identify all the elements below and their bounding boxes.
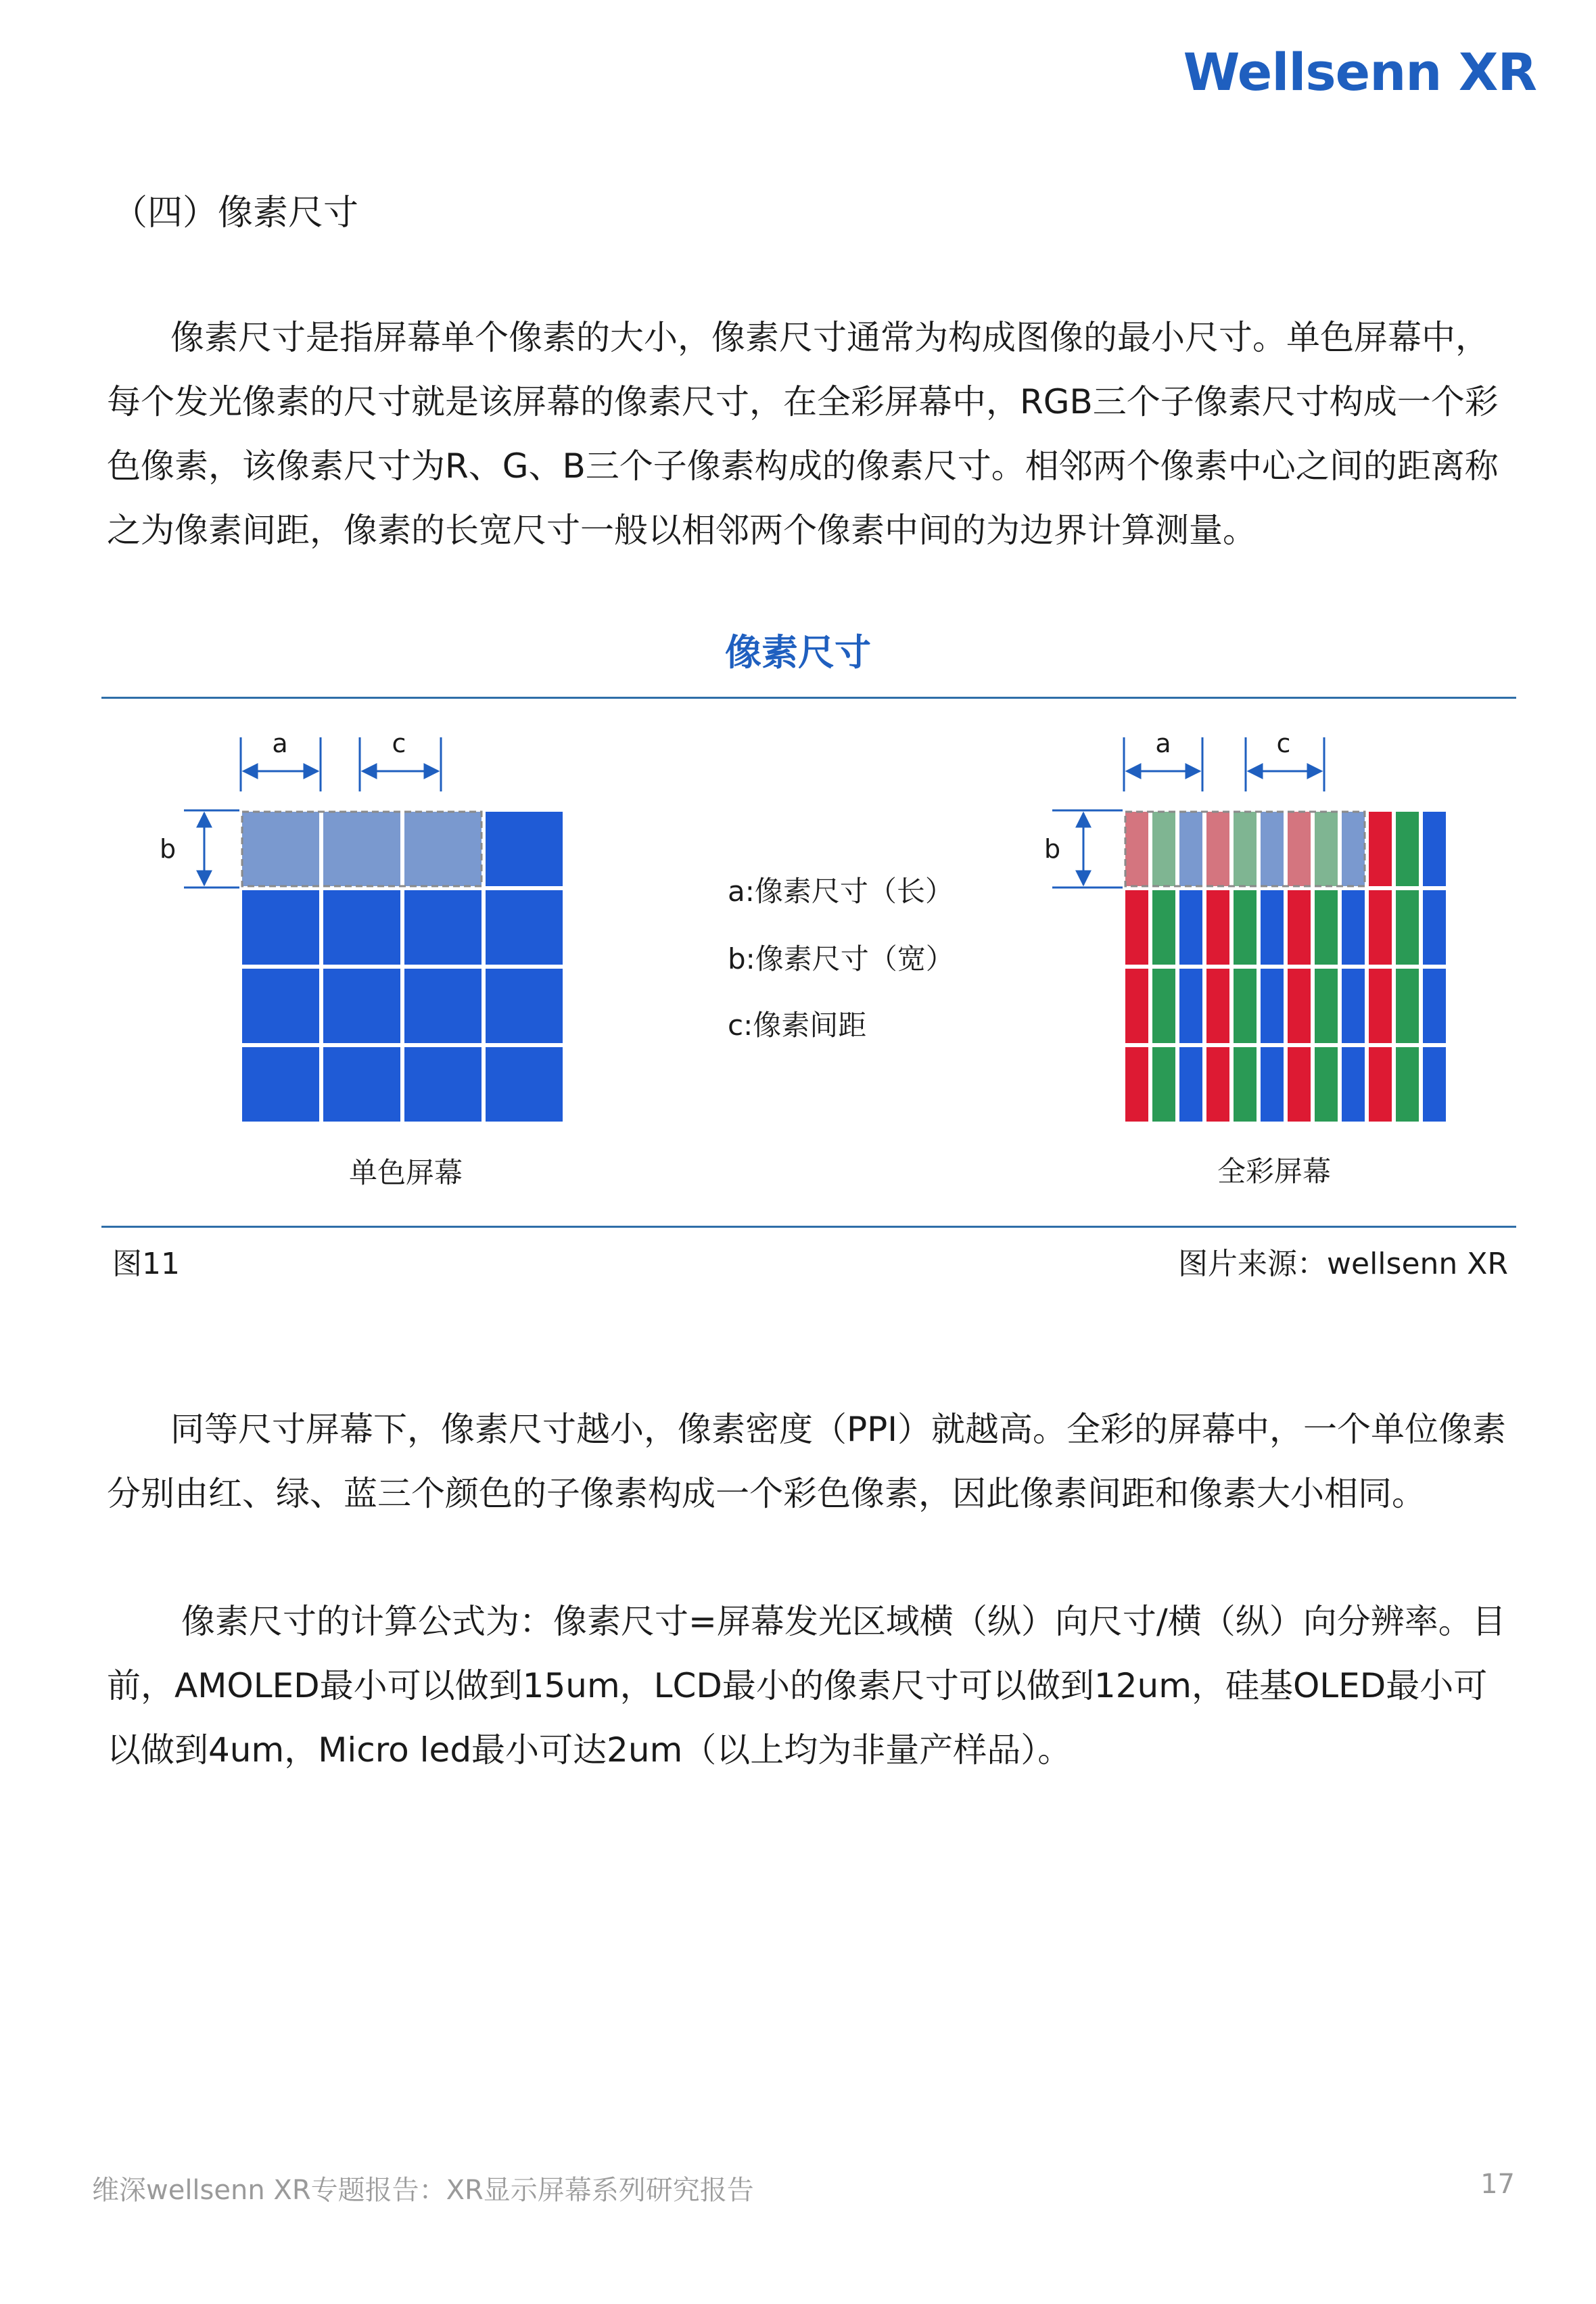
- subpixel: [1206, 969, 1229, 1043]
- subpixel: [1234, 1047, 1257, 1122]
- subpixel: [1315, 969, 1338, 1043]
- legend-item-b: b:像素尺寸（宽）: [728, 942, 954, 975]
- brand-logo: Wellsenn XR: [1183, 42, 1536, 102]
- subpixel: [1423, 1047, 1446, 1122]
- footer-report-title: 维深wellsenn XR专题报告：XR显示屏幕系列研究报告: [92, 2175, 754, 2206]
- mono-pixel: [404, 890, 482, 965]
- subpixel: [1315, 890, 1338, 965]
- subpixel: [1369, 969, 1392, 1043]
- mono-pixel: [486, 969, 563, 1043]
- subpixel: [1315, 812, 1338, 886]
- legend-item-c: c:像素间距: [728, 1009, 867, 1042]
- mono-grid: [242, 812, 563, 1122]
- subpixel: [1423, 812, 1446, 886]
- subpixel: [1152, 812, 1175, 886]
- color-label-c: c: [1276, 729, 1291, 758]
- subpixel: [1288, 812, 1311, 886]
- paragraph-1: [107, 306, 1513, 563]
- mono-pixel: [404, 969, 482, 1043]
- subpixel: [1206, 1047, 1229, 1122]
- subpixel: [1234, 812, 1257, 886]
- subpixel: [1261, 969, 1284, 1043]
- paragraph-2-text: 同等尺寸屏幕下，像素尺寸越小，像素密度（PPI）就越高。全彩的屏幕中，一个单位像素分别由红、绿、蓝三个颜色的子像素构成一个彩色像素，因此像素间距和像素大小相同。: [107, 1410, 1507, 1513]
- mono-label-a: a: [272, 729, 288, 758]
- page-number: 17: [1480, 2169, 1515, 2200]
- subpixel: [1261, 812, 1284, 886]
- subpixel: [1423, 890, 1446, 965]
- subpixel: [1288, 1047, 1311, 1122]
- mono-pixel: [323, 1047, 400, 1122]
- subpixel: [1396, 812, 1419, 886]
- paragraph-1-text: 像素尺寸是指屏幕单个像素的大小，像素尺寸通常为构成图像的最小尺寸。单色屏幕中，每个发光像素的尺寸就是该屏幕的像素尺寸，在全彩屏幕中，RGB三个子像素尺寸构成一个彩色像素，该像素尺寸为R、G、B三个子像素构成的像素尺寸。相邻两个像素中心之间的距离称之为像素间距，像素的长宽尺寸一般以相邻两个像素中间的为边界计算测量。: [107, 318, 1499, 550]
- paragraph-2: [107, 1398, 1513, 1526]
- subpixel: [1288, 890, 1311, 965]
- subpixel: [1396, 969, 1419, 1043]
- subpixel: [1396, 890, 1419, 965]
- subpixel: [1179, 1047, 1202, 1122]
- subpixel: [1152, 890, 1175, 965]
- mono-caption: 单色屏幕: [348, 1156, 463, 1189]
- mono-pixel: [323, 812, 400, 886]
- section-title: （四）像素尺寸: [112, 193, 359, 233]
- figure-bottom-rule: [101, 1226, 1516, 1228]
- mono-pixel: [242, 812, 319, 886]
- figure-number: 图11: [112, 1247, 180, 1281]
- mono-pixel: [242, 1047, 319, 1122]
- subpixel: [1396, 1047, 1419, 1122]
- subpixel: [1206, 812, 1229, 886]
- subpixel: [1342, 969, 1365, 1043]
- subpixel: [1206, 890, 1229, 965]
- color-grid: [1125, 812, 1446, 1122]
- subpixel: [1342, 1047, 1365, 1122]
- mono-pixel: [323, 890, 400, 965]
- subpixel: [1152, 1047, 1175, 1122]
- mono-pixel: [486, 890, 563, 965]
- subpixel: [1125, 1047, 1148, 1122]
- mono-label-b: b: [159, 834, 177, 864]
- subpixel: [1125, 969, 1148, 1043]
- mono-pixel: [323, 969, 400, 1043]
- subpixel: [1234, 969, 1257, 1043]
- subpixel: [1179, 890, 1202, 965]
- subpixel: [1369, 1047, 1392, 1122]
- subpixel: [1342, 890, 1365, 965]
- mono-pixel: [404, 1047, 482, 1122]
- mono-pixel: [486, 812, 563, 886]
- paragraph-3: [107, 1590, 1513, 1782]
- mono-pixel: [486, 1047, 563, 1122]
- subpixel: [1342, 812, 1365, 886]
- subpixel: [1369, 812, 1392, 886]
- color-label-a: a: [1155, 729, 1171, 758]
- color-label-b: b: [1043, 834, 1061, 864]
- subpixel: [1261, 1047, 1284, 1122]
- subpixel: [1234, 890, 1257, 965]
- mono-label-c: c: [392, 729, 406, 758]
- figure-title: 像素尺寸: [725, 631, 871, 674]
- subpixel: [1125, 890, 1148, 965]
- subpixel: [1288, 969, 1311, 1043]
- paragraph-3-text: 像素尺寸的计算公式为：像素尺寸=屏幕发光区域横（纵）向尺寸/横（纵）向分辨率。目前，AMOLED最小可以做到15um，LCD最小的像素尺寸可以做到12um，硅基OLED最小可以做到4um，Micro led最小可达2um（以上均为非量产样品）。: [107, 1602, 1506, 1770]
- subpixel: [1125, 812, 1148, 886]
- subpixel: [1369, 890, 1392, 965]
- subpixel: [1423, 969, 1446, 1043]
- mono-pixel: [242, 969, 319, 1043]
- mono-pixel: [404, 812, 482, 886]
- pixel-size-diagram: [0, 697, 1596, 1231]
- color-caption: 全彩屏幕: [1217, 1155, 1332, 1188]
- subpixel: [1179, 812, 1202, 886]
- subpixel: [1152, 969, 1175, 1043]
- figure-source: 图片来源：wellsenn XR: [1178, 1247, 1508, 1281]
- subpixel: [1315, 1047, 1338, 1122]
- subpixel: [1261, 890, 1284, 965]
- mono-pixel: [242, 890, 319, 965]
- legend-item-a: a:像素尺寸（长）: [728, 875, 954, 908]
- subpixel: [1179, 969, 1202, 1043]
